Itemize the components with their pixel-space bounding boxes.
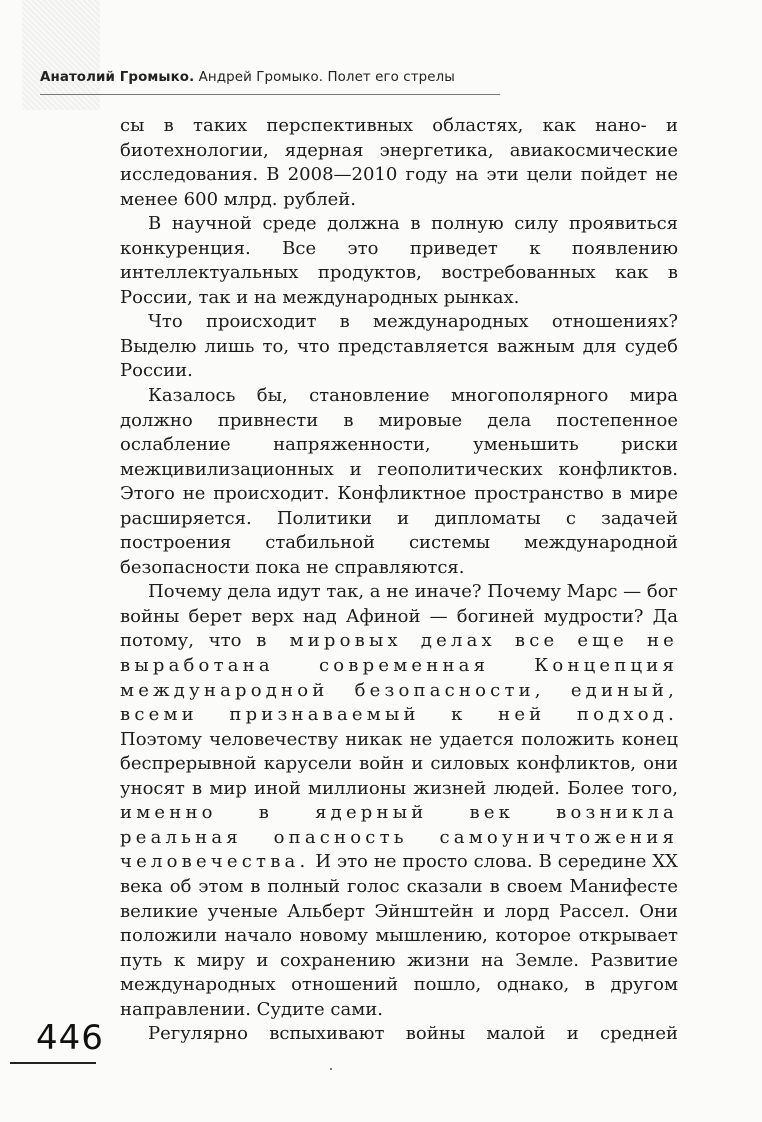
scan-speck xyxy=(330,1068,332,1070)
page-body xyxy=(120,114,678,1047)
paragraph: сы в таких перспективных областях, как нано- и биотехнологии, ядерная энергетика, авиакосмические исследования. В 2008—2010 году на эти цели пойдет не менее 600 млрд. рублей. xyxy=(120,115,678,210)
header-divider xyxy=(40,94,500,95)
header-title: Андрей Громыко. Полет его стрелы xyxy=(198,70,455,85)
paragraph: В научной среде должна в полную силу проявиться конкуренция. Все это приведет к появлению интеллектуальных продуктов, востребованных как в России, так и на международных рынках. xyxy=(120,213,678,308)
paragraph: Регулярно вспыхивают войны малой и средней xyxy=(148,1023,678,1045)
page-number: 446 xyxy=(36,1018,104,1058)
emphasized-text: именно в ядерный век возникла реальная опасность самоуничтожения человечества. xyxy=(120,802,678,873)
paragraph-text: Почему дела идут так, а не иначе? Почему Марс — бог войны берет верх над Афиной — богиней мудрости? Да потому, что xyxy=(120,581,678,652)
running-header xyxy=(40,70,500,85)
paragraph: Казалось бы, становление многополярного мира должно привнести в мировые дела постепенное ослабление напряженности, уменьшить риски межцивилизационных и геополитических конфликтов. Этого не происходит. Конфликтное пространство в мире расширяется. Политики и дипломаты с задачей построения стабильной системы международной безопасности пока не справляются. xyxy=(120,385,678,578)
paragraph-text: Поэтому человечеству никак не удается положить конец беспрерывной карусели войн и силовых конфликтов, они уносят в мир иной миллионы жизней людей. Более того, xyxy=(120,728,678,799)
paragraph xyxy=(120,580,678,1022)
emphasized-text: в мировых делах все еще не выработана современная Концепция международной безопасности, единый, всеми признаваемый к ней подход. xyxy=(120,630,678,726)
header-author: Анатолий Громыко. xyxy=(40,70,195,85)
paragraph: Что происходит в международных отношениях? Выделю лишь то, что представляется важным для судеб России. xyxy=(120,311,678,382)
paragraph-text: И это не просто слова. В середине XX века об этом в полный голос сказали в своем Манифесте великие ученые Альберт Эйнштейн и лорд Рассел. Они положили начало новому мышлению, которое открывает путь к миру и сохранению жизни на Земле. Развитие международных отношений пошло, однако, в другом направлении. Судите сами. xyxy=(120,851,678,1020)
page-number-rule xyxy=(10,1062,96,1064)
